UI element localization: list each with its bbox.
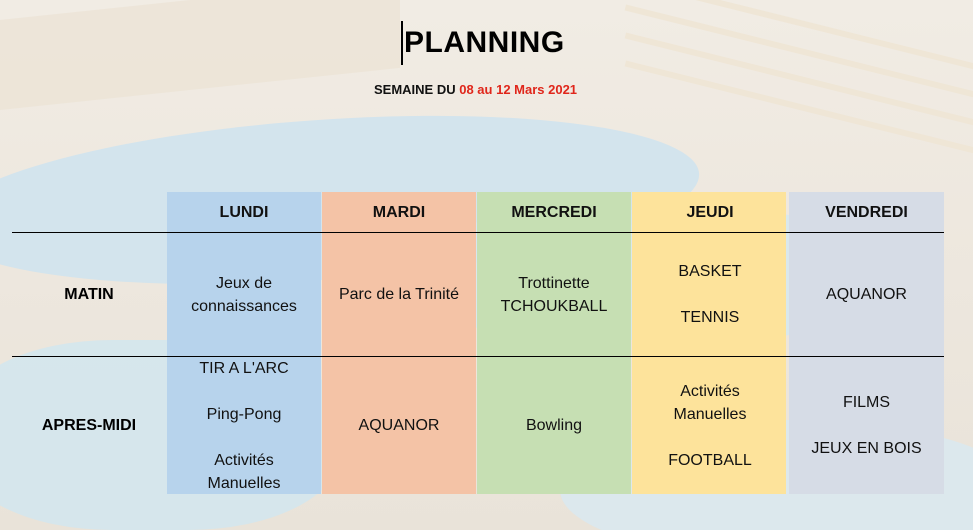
activity: Trottinette — [518, 274, 590, 292]
page-title: PLANNING — [404, 26, 565, 59]
activity: Manuelles — [207, 474, 281, 492]
activity: FILMS — [842, 394, 891, 411]
activity: AQUANOR — [826, 286, 907, 303]
cell-matin-mardi — [322, 233, 476, 356]
cell-apres-midi-vendredi — [789, 357, 944, 494]
cell-matin-lundi — [167, 233, 321, 356]
week-subtitle — [374, 82, 577, 97]
header-vendredi: VENDREDI — [825, 203, 908, 221]
activity: Bowling — [525, 417, 583, 434]
row-label-apres-midi: APRES-MIDI — [41, 416, 137, 434]
row-label-matin: MATIN — [64, 285, 114, 303]
activity: JEUX EN BOIS — [811, 440, 922, 457]
cell-apres-midi-jeudi — [632, 357, 788, 494]
activity: Ping-Pong — [206, 405, 282, 423]
header-mercredi: MERCREDI — [511, 203, 597, 221]
text-cursor — [401, 21, 403, 65]
activity: TCHOUKBALL — [500, 297, 608, 315]
activity: FOOTBALL — [668, 451, 752, 469]
activity: TIR A L'ARC — [199, 359, 289, 377]
cell-apres-midi-lundi — [167, 357, 321, 494]
cell-apres-midi-mardi — [322, 357, 476, 494]
activity: Activités — [214, 451, 274, 469]
cell-matin-vendredi — [789, 233, 944, 356]
activity: AQUANOR — [358, 417, 440, 434]
cell-matin-mercredi — [477, 233, 631, 356]
activity: Activités — [680, 382, 740, 400]
activity: Parc de la Trinité — [338, 286, 460, 303]
activity: Manuelles — [673, 405, 747, 423]
activity: connaissances — [191, 297, 297, 315]
activity: BASKET — [678, 263, 742, 280]
header-lundi: LUNDI — [219, 203, 269, 221]
activity: Jeux de — [215, 274, 273, 292]
cell-matin-jeudi — [632, 233, 788, 356]
cell-apres-midi-mercredi — [477, 357, 631, 494]
week-dates: 08 au 12 Mars 2021 — [459, 82, 578, 97]
header-mardi: MARDI — [372, 203, 426, 221]
header-jeudi: JEUDI — [686, 203, 734, 221]
week-prefix: SEMAINE DU — [374, 82, 460, 97]
activity: TENNIS — [680, 309, 740, 326]
